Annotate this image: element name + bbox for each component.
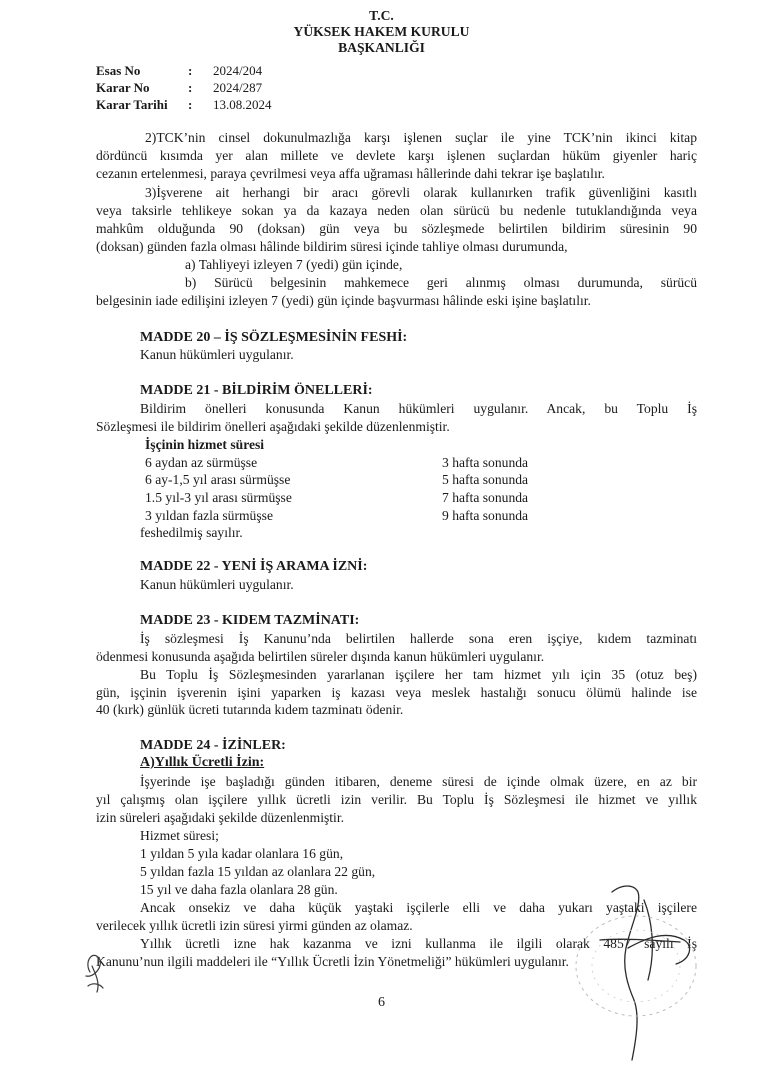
header-presidency: BAŞKANLIĞI xyxy=(338,40,425,55)
madde23-title: MADDE 23 - KIDEM TAZMİNATI: xyxy=(140,613,360,628)
meta-value: 2024/204 xyxy=(213,63,263,78)
notice-duration: 1.5 yıl-3 yıl arası sürmüşse xyxy=(145,490,292,505)
meta-label: Karar Tarihi xyxy=(96,97,168,112)
intro-line: belgesinin iade edilişini izleyen 7 (yedi) gün içinde başvurması hâlinde eski işine başlatılır. xyxy=(96,293,591,308)
madde22-text: Kanun hükümleri uygulanır. xyxy=(140,577,294,592)
madde21-line: Bildirim önelleri konusunda Kanun hükümleri uygulanır. Ancak, bu Toplu İş xyxy=(140,401,697,416)
madde24-line: Ancak onsekiz ve daha küçük yaştaki işçilerle elli ve daha yukarı yaştaki işçilere xyxy=(140,900,697,915)
meta-sep: : xyxy=(188,97,193,112)
meta-value: 2024/287 xyxy=(213,80,263,95)
madde24-line: 15 yıl ve daha fazla olanlara 28 gün. xyxy=(140,882,338,897)
madde21-table-header: İşçinin hizmet süresi xyxy=(145,437,265,452)
header-tc: T.C. xyxy=(369,8,394,23)
intro-line-item-b: b) Sürücü belgesinin mahkemece geri alınmış olması durumunda, sürücü xyxy=(185,275,697,290)
meta-sep: : xyxy=(188,80,193,95)
header-institution: YÜKSEK HAKEM KURULU xyxy=(293,24,470,39)
intro-line: mahkûm olduğunda 90 (doksan) gün veya bu sözleşmede belirtilen bildirim süresinin 90 xyxy=(96,221,697,236)
madde20-text: Kanun hükümleri uygulanır. xyxy=(140,347,294,362)
notice-period: 5 hafta sonunda xyxy=(442,472,529,487)
intro-line: 3)İşverene ait herhangi bir aracı görevli olarak kullanırken trafik güvenliğini kasıtlı xyxy=(145,185,697,200)
madde24-line: Kanunu’nun ilgili maddeleri ile “Yıllık Ücretli İzin Yönetmeliği” hükümleri uygulanır. xyxy=(96,954,569,969)
intro-line: cezanın ertelenmesi, paraya çevrilmesi veya affa uğraması hâllerinde dahi tekrar işe başlatılır. xyxy=(96,166,605,181)
meta-label: Esas No xyxy=(96,63,141,78)
meta-karar-no xyxy=(96,79,262,96)
madde23-line: gün, işçinin işverenin işini yaparken iş kazası veya meslek hastalığı sonucu ölümü halinde ise xyxy=(96,685,697,700)
madde24-line: Hizmet süresi; xyxy=(140,828,219,843)
meta-value: 13.08.2024 xyxy=(213,97,272,112)
intro-line-item-a: a) Tahliyeyi izleyen 7 (yedi) gün içinde, xyxy=(185,257,403,272)
page-number: 6 xyxy=(378,995,385,1010)
intro-line: veya taksirle tehlikeye sokan ya da kazaya neden olan sürücü bu nedenle tutuklandığında veya xyxy=(96,203,697,218)
madde24-title: MADDE 24 - İZİNLER: xyxy=(140,738,286,753)
meta-label: Karar No xyxy=(96,80,150,95)
madde24-line: izin süreleri aşağıdaki şekilde düzenlenmiştir. xyxy=(96,810,345,825)
notice-period: 3 hafta sonunda xyxy=(442,455,529,470)
madde24-line: Yıllık ücretli izne hak kazanma ve izni kullanma ile ilgili olarak 4857 sayılı İş xyxy=(140,936,697,951)
madde23-line: 40 (kırk) günlük ücreti tutarında kıdem tazminatı ödenir. xyxy=(96,702,404,717)
notice-duration: 6 ay-1,5 yıl arası sürmüşse xyxy=(145,472,291,487)
intro-line: dördüncü kısımda yer alan millete ve devlete karşı işlenen suçlardan hüküm giyenler hariç xyxy=(96,148,697,163)
madde24-line: yıl çalışmış olan işçilere yıllık ücretli izin verilir. Bu Toplu İş Sözleşmesi ile hizmet ve yıllık xyxy=(96,792,697,807)
madde24-subtitle: A)Yıllık Ücretli İzin: xyxy=(140,755,265,770)
madde21-title: MADDE 21 - BİLDİRİM ÖNELLERİ: xyxy=(140,383,373,398)
madde23-line: Bu Toplu İş Sözleşmesinden yararlanan işçilere her tam hizmet yılı için 35 (otuz beş) xyxy=(140,667,697,682)
meta-karar-tarihi xyxy=(96,96,272,113)
madde20-title: MADDE 20 – İŞ SÖZLEŞMESİNİN FESHİ: xyxy=(140,330,408,345)
madde21-line: Sözleşmesi ile bildirim önelleri aşağıdaki şekilde düzenlenmiştir. xyxy=(96,419,450,434)
madde24-line: 5 yıldan fazla 15 yıldan az olanlara 22 gün, xyxy=(140,864,376,879)
madde24-line: İşyerinde işe başladığı günden itibaren, deneme süresi de içinde olmak üzere, en az bir xyxy=(140,774,697,789)
madde24-line: 1 yıldan 5 yıla kadar olanlara 16 gün, xyxy=(140,846,344,861)
meta-sep: : xyxy=(188,63,193,78)
notice-period: 9 hafta sonunda xyxy=(442,508,529,523)
notice-duration: 3 yıldan fazla sürmüşse xyxy=(145,508,273,523)
notice-period: 7 hafta sonunda xyxy=(442,490,529,505)
madde24-line: verilecek yıllık ücretli izin süresi yirmi günden az olamaz. xyxy=(96,918,413,933)
meta-esas-no xyxy=(96,62,262,79)
madde22-title: MADDE 22 - YENİ İŞ ARAMA İZNİ: xyxy=(140,559,368,574)
madde23-line: ödenmesi konusunda aşağıda belirtilen süreler dışında kanun hükümleri uygulanır. xyxy=(96,649,545,664)
intro-line: (doksan) günden fazla olması hâlinde bildirim süresi içinde tahliye olması durumunda, xyxy=(96,239,568,254)
intro-line: 2)TCK’nin cinsel dokunulmazlığa karşı işlenen suçlar ile yine TCK’nin ikinci kitap xyxy=(145,130,697,145)
madde23-line: İş sözleşmesi İş Kanunu’nda belirtilen hallerde sona eren işçiye, kıdem tazminatı xyxy=(140,631,697,646)
madde21-footer: feshedilmiş sayılır. xyxy=(140,525,243,540)
notice-duration: 6 aydan az sürmüşse xyxy=(145,455,258,470)
